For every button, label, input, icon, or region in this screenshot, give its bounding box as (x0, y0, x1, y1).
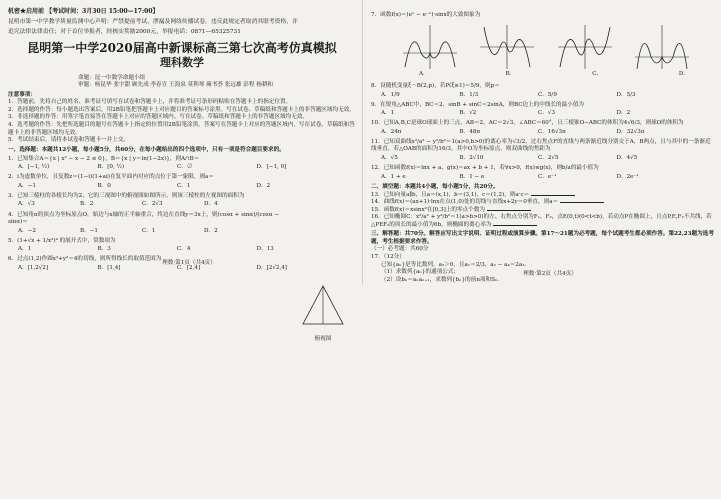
option: C．2√5 (538, 154, 559, 161)
figure-caption: 俯视图 (314, 336, 332, 342)
option: B．√2 (459, 110, 477, 117)
note-item: 2．选择题的作答：每小题选出答案后，用2B铅笔把答题卡上对应题目的答案标号涂黑。写在试卷、草稿纸和答题卡上的非答题区域均无效。 (8, 106, 355, 113)
page-footer-left: 理数·第1页（共4页） (162, 259, 216, 266)
option: B．1 − e (459, 173, 485, 180)
option: D．2 (616, 110, 631, 117)
option: D．2 (204, 227, 218, 234)
question-4 (8, 212, 356, 237)
notice-line-1: 昆明市第一中学教学质量监测中心声明：严禁提前考试、泄漏及网络传播试卷，违反此规定者取消其联考资格，并 (8, 19, 298, 26)
options-row (371, 91, 715, 101)
option: B．3 (97, 246, 111, 253)
option: B. (505, 71, 512, 78)
option: B．[1,4] (97, 264, 121, 271)
option: A．[1,2√2] (18, 264, 49, 271)
question-stem: 12．已知函数f(x)＝lnx + a，g(x)＝ax + b + 1，若∀x>0，f(x)≤g(x)，则b/a的最小值为 (371, 165, 599, 172)
exam-time-line: 机密★启用前 【考试时间：3月30日 15:00—17:00】 (8, 8, 159, 15)
question-stem: 9．在锐角△ABC中，BC＝2，sinB + sinC＝2sinA，则BC边上的中线长的最小值为 (371, 101, 585, 108)
option: D．4 (204, 201, 218, 208)
left-column (0, 0, 362, 273)
fill-in-item (371, 199, 715, 207)
option: C．√3 (538, 110, 555, 117)
options-row (371, 128, 715, 138)
fill-in-text: 14．曲线f(x)＝(ax+1)·lnx在点(1,0)处的切线与直线x+2y＝0垂直，则a＝ (371, 199, 559, 206)
option: A．−2 (18, 227, 36, 234)
note-item: 3．非选择题的作答：用签字笔直接答在答题卡上对应的答题区域内。写在试卷、草稿纸和答题卡上的非答题区域均无效。 (8, 114, 309, 121)
question-7 (371, 12, 715, 82)
option: B．0 (97, 182, 111, 189)
notice-line-2: 追究法律法律责任；对于首位举报者，经核实奖励2000元，举报电话：0871—65325731 (8, 28, 241, 35)
option: B．1/3 (459, 91, 479, 98)
option: A. (419, 71, 425, 78)
option: D. (678, 71, 685, 78)
question-10 (371, 120, 715, 137)
graph-labels (371, 71, 715, 82)
option: C．2√3 (142, 201, 163, 208)
option: C．∅ (177, 164, 193, 171)
option: C．[2,4] (177, 264, 201, 271)
answer-blank (493, 225, 537, 226)
options-row (371, 109, 715, 119)
question-9 (371, 102, 715, 119)
option: A．√5 (381, 154, 398, 161)
question-17-label: 17．（12分） (371, 254, 405, 261)
option: B．−1 (80, 227, 98, 234)
option: C．16√3π (538, 128, 566, 135)
option: A．1/9 (381, 91, 400, 98)
question-17-part2: （2）设bₙ＝aₙaₙ₊₁，求数列{bₙ}的前n项和Sₙ. (381, 276, 500, 283)
reviewers-line: 审题：杨昆华 张宇甜 顾先成 李春宣 王海泉 莫利琴 蔺书荟 张远雄 彭程 杨耕和 (78, 82, 274, 89)
top-view-figure (298, 282, 348, 342)
question-stem: 5．(1+√x + 1/x²)⁴ 的展开式中，常数项为 (8, 237, 116, 244)
options-row (8, 227, 286, 237)
option: C．5/9 (538, 91, 557, 98)
question-8 (371, 83, 715, 100)
options-row (371, 154, 715, 164)
question-stem: 1．已知集合A＝{x | x² − x − 2 ≤ 0}，B＝{x | y＝ln(1−2x)}，则A∩B＝ (8, 155, 200, 162)
question-5 (8, 238, 356, 255)
right-column (362, 0, 721, 284)
graph-options (371, 19, 715, 71)
option: C. (592, 71, 599, 78)
options-row (371, 173, 715, 183)
graph-option-c (556, 23, 614, 71)
fill-in-text: 13．已知向量a∥b，且a＝(x,1)，b＝(3,1)，c＝(1,2)，则a·c＝ (371, 191, 530, 198)
section1-heading: 一、选择题：本题共12小题，每小题5分，共60分，在每小题给出的四个选项中，只有一项是符合题目要求的。 (8, 146, 285, 153)
question-stem: 8．设随机变量ξ～B(2,p)，若P(ξ≥1)＝5/9，则p＝ (371, 83, 500, 90)
option: C．4 (177, 246, 191, 253)
option: D．2e⁻¹ (616, 173, 639, 180)
question-17-part1: （1）求数列{aₙ}的通项公式； (381, 269, 459, 276)
option: B．[0, ½) (97, 164, 125, 171)
graph-option-a (401, 23, 459, 71)
question-stem: 4．已知角α的顶点为坐标原点O，始边与x轴的正半轴重合，终边在直线y＝3x上，则(cosα + sinα)/(cosα − sinα)＝ (8, 211, 280, 226)
option: A．24π (381, 128, 402, 135)
option: B．2 (80, 201, 94, 208)
question-stem: 2．i为虚数单位，且复数z＝(1−i)(1+ai)在复平面内对应的点位于第一象限，则a＝ (8, 174, 214, 181)
answer-blank (531, 195, 575, 196)
options-row (8, 163, 356, 173)
answer-blank (487, 210, 531, 211)
option: D．[−1, 0] (256, 164, 287, 171)
question-stem: 6．过点(1,2)作圆x²+y²＝4的切线，则所得线长的取值范围为 (8, 256, 162, 263)
option: D．2 (256, 182, 271, 189)
section2-heading: 二、填空题：本题共4小题，每小题5分，共20分。 (371, 184, 499, 191)
graph-option-b (478, 23, 536, 71)
question-11 (371, 139, 715, 164)
option: A．[−1, ½) (18, 164, 50, 171)
page-footer-right: 理数·第2页（共4页） (523, 270, 577, 277)
fill-in-text: 15．函数f(x)＝xsinx²在[0,3]上的零点个数为 (371, 206, 485, 213)
notes-heading: 注意事项： (8, 91, 36, 98)
option: B．48π (459, 128, 480, 135)
section3-heading: 三、解答题：共70分。解答应写出文字说明、证明过程或演算步骤。第17～21题为必考题，每个试题考生都必须作答。第22,23题为选考题，考生根据要求作答。 (371, 231, 714, 245)
question-1 (8, 156, 356, 173)
option: D．13 (256, 246, 274, 253)
question-stem: 7．函数f(x)＝(eˣ − e⁻ˣ)·sinx的大致图象为 (371, 11, 481, 18)
section3-sub: （一）必考题：共60分 (371, 246, 429, 253)
option: D．[2√2,4] (256, 264, 287, 271)
option: A．1 + e (381, 173, 406, 180)
options-row (8, 245, 356, 255)
question-stem: 3．已知三棱柱的各棱长均为2，它的三视图中的俯视图如图所示，则该三棱柱的左视图的面积为 (8, 192, 245, 199)
note-item: 4．选考题的作答：先把所选题目的题号在答题卡上指定的位置用2B铅笔涂黑。答案写在答题卡上对应的答题区域内，写在试卷、草稿纸和答题卡上的非答题区域均无效。 (8, 122, 355, 136)
option: C．1 (142, 227, 156, 234)
option: A．1 (18, 246, 32, 253)
fill-in-item (371, 214, 715, 229)
answer-blank (560, 202, 604, 203)
note-item: 1．答题前，先将自己的姓名、准考证号填写在试卷和答题卡上，并将准考证号条形码粘贴在答题卡上的指定位置。 (8, 99, 292, 106)
question-3 (8, 193, 356, 210)
question-2 (8, 174, 356, 191)
option: A．−1 (18, 182, 36, 189)
note-item: 5．考试结束后，请将本试卷和答题卡一并上交。 (8, 137, 130, 144)
author-line: 命题：昆一中数学命题小组 (78, 74, 146, 81)
question-12 (371, 165, 715, 182)
option: D．32√3π (616, 128, 645, 135)
options-row (8, 182, 356, 192)
option: D．4√5 (616, 154, 638, 161)
question-17-stem: 已知{aₙ}是等比数列，a₃＞0，且a₁＝2/3，a₂ − a₄＝2a₃. (381, 261, 527, 268)
fill-in-text: 16．已知椭圆C：x²/a² + y²/b²＝1(a>b>0)的左、右焦点分别为F₁，F₂，点E(0,t)(0<t<b)，若动点P在椭圆上，且点P,E,F₂不共线，若△PEF₂的周长的最小值为6b，则椭圆的离心率为 (371, 214, 712, 228)
option: D．5/3 (616, 91, 636, 98)
option: C．1 (177, 182, 191, 189)
graph-option-d (633, 23, 691, 71)
option: C．e⁻¹ (538, 173, 557, 180)
question-stem: 10．已知A,B,C是球O球面上的三点，AB＝2，AC＝2√3，∠ABC＝60°，且三棱锥O−ABC的体积为4√6/3，则球O的体积为 (371, 120, 684, 127)
exam-title: 昆明第一中学2020届高中新课标高三第七次高考仿真模拟 (27, 40, 337, 55)
option: A．1 (381, 110, 395, 117)
options-row (8, 200, 286, 210)
option: A．√3 (18, 201, 35, 208)
option: B．2√10 (459, 154, 484, 161)
question-stem: 11．已知双曲线x²/a² − y²/b²＝1(a>0,b>0)的离心率为√3/2，过右焦点F的直线与两条渐近线分别交于A，B两点，且与其中的一条渐近线垂直，若△OAB的面积为16/3，其中O为坐标原点，则双曲线的焦距为 (371, 138, 711, 153)
exam-subtitle: 理科数学 (160, 55, 204, 69)
